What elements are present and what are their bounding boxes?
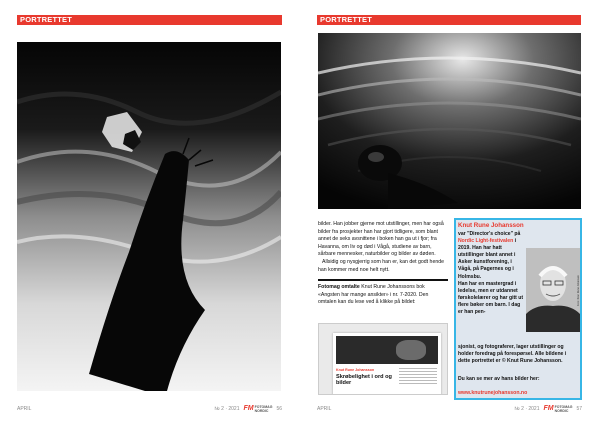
bio-text-3: Han har en mastergrad i ledelse, men er utdannet førskolelærer og har gitt ut flere bøker om barn. I dag er han pen- xyxy=(458,280,524,316)
mention-bold: Fotomag omtalte xyxy=(318,284,360,291)
seal-silhouette-photo xyxy=(17,42,281,391)
bio-name: Knut Rune Johansson xyxy=(458,222,524,229)
logo-text-top: FOTOMAG xyxy=(554,405,573,409)
bio-text-4: sjonist, og fotograferer, lager utstillinger og holder foredrag på forespørsel. Alle bildene i dette portrettet er © Knut Rune Johansson. xyxy=(458,344,567,365)
bio-more-label: Du kan se mer av hans bilder her: xyxy=(458,376,540,382)
footer-issue: № 2 · 2021 xyxy=(214,406,240,412)
logo-text-bottom: NORDIC xyxy=(554,409,569,413)
footer-month: APRIL xyxy=(317,406,332,412)
bio-intro xyxy=(458,231,524,316)
article-body xyxy=(318,221,448,306)
footer-left-page-meta xyxy=(160,404,282,414)
thumbnail-kicker: Knut Rune Johansson xyxy=(336,368,375,372)
body-paragraph-2: Allsidig og nysgjerrig som han er, kan det godt hende han kommer med noe helt nytt. xyxy=(318,258,444,273)
fotomag-mention xyxy=(318,284,448,306)
right-page xyxy=(300,0,600,424)
thumbnail-title: Skrøbelighet i ord og bilder xyxy=(336,374,392,386)
author-portrait xyxy=(526,248,580,332)
footer-page-number: 56 xyxy=(276,406,282,412)
bio-text-2: i 2019. Han har hatt utstillinger blant annet i Asker kunstforening, i Vågå, på Pagernes og i Holmsbu. xyxy=(458,238,517,280)
underwater-seal-photo xyxy=(318,33,581,209)
mention-rest: Knut Rune Johanssons bok «Angsten har mange ansikter» i nr. 7-2020. Den omtalen kan du lese ved å klikke på bildet: xyxy=(318,284,429,305)
footer-right-page-meta xyxy=(460,404,582,414)
photo-credit: Foto: Knut Rune Johansen xyxy=(577,275,580,306)
footer-issue: № 2 · 2021 xyxy=(514,406,540,412)
section-header: PORTRETTET xyxy=(17,15,282,25)
footer-month: APRIL xyxy=(17,406,32,412)
logo-text-top: FOTOMAG xyxy=(254,405,273,409)
divider xyxy=(318,279,448,281)
thumbnail-text-lines xyxy=(399,368,437,386)
bio-festival: Nordic Light-festivalen xyxy=(458,238,514,245)
logo-mark: FM xyxy=(243,405,254,412)
logo-mark: FM xyxy=(543,405,554,412)
section-header: PORTRETTET xyxy=(317,15,581,25)
footer-page-number: 57 xyxy=(576,406,582,412)
body-paragraph-1: bilder. Han jobber gjerne mot utstillinger, men har også bilder fra prosjekter han har gjort tidligere, som blant annet de seks avsnittene i boken han ga ut i fjor; fra Havanna, om liv og død i Vågå, studiene av barn, sårbare mennesker, naturbilder og bilder av døden. xyxy=(318,221,444,258)
article-thumbnail-link[interactable] xyxy=(318,323,448,395)
bio-box xyxy=(454,218,582,400)
thumbnail-spread xyxy=(333,333,441,395)
fotomag-logo xyxy=(244,404,273,414)
bio-text-1: var "Director's choice" på xyxy=(458,231,521,237)
fotomag-logo xyxy=(544,404,573,414)
thumbnail-photo xyxy=(336,336,438,364)
logo-text-bottom: NORDIC xyxy=(254,409,269,413)
website-link[interactable]: www.knutrunejohansson.no xyxy=(458,390,528,396)
